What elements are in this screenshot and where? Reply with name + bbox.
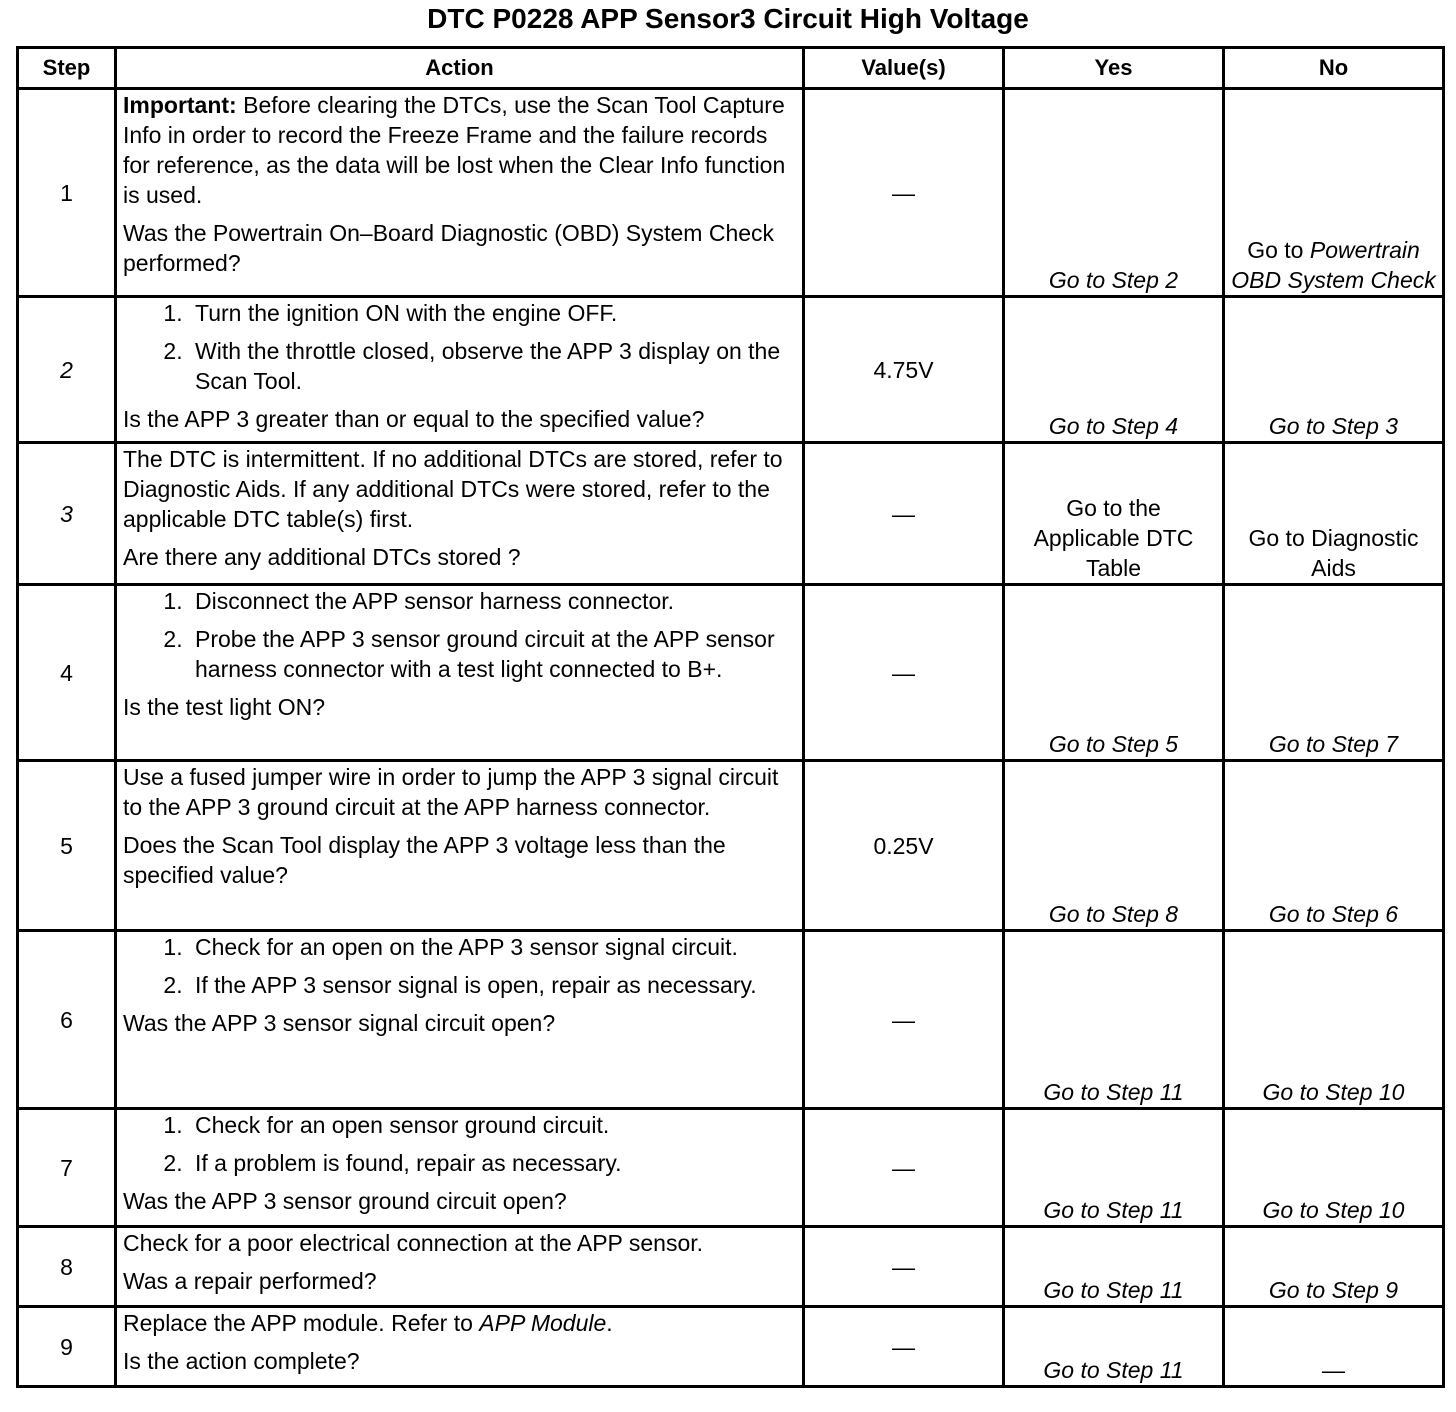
action-question: Was a repair performed? <box>123 1268 377 1294</box>
value-cell: — <box>804 1109 1004 1227</box>
table-row <box>18 1227 1444 1307</box>
action-question: Does the Scan Tool display the APP 3 voltage less than the specified value? <box>123 832 726 888</box>
no-link[interactable]: Go to Step 10 <box>1224 1109 1444 1227</box>
action-text: Check for a poor electrical connection at the APP sensor. <box>123 1230 704 1256</box>
action-text-suffix: . <box>606 1310 613 1336</box>
table-row <box>18 931 1444 1109</box>
step-number: 3 <box>18 443 116 585</box>
action-question: Was the APP 3 sensor signal circuit open? <box>123 1010 556 1036</box>
yes-link[interactable]: Go to Step 11 <box>1004 1227 1224 1307</box>
yes-link[interactable]: Go to Step 11 <box>1004 931 1224 1109</box>
no-link[interactable]: Go to Step 6 <box>1224 761 1444 931</box>
action-cell <box>116 1227 804 1307</box>
action-step-item: 1. Turn the ignition ON with the engine OFF. <box>189 298 796 328</box>
header-yes: Yes <box>1004 48 1224 89</box>
table-row <box>18 1307 1444 1387</box>
table-row <box>18 761 1444 931</box>
value-cell: 4.75V <box>804 297 1004 443</box>
no-link[interactable]: Go to Step 3 <box>1224 297 1444 443</box>
action-cell <box>116 1109 804 1227</box>
action-question: Is the action complete? <box>123 1348 360 1374</box>
action-steps <box>123 298 796 396</box>
action-cell <box>116 585 804 761</box>
action-steps <box>123 586 796 684</box>
page-title: DTC P0228 APP Sensor3 Circuit High Voltage <box>427 3 1029 34</box>
yes-link[interactable]: Go to Step 4 <box>1004 297 1224 443</box>
action-text-prefix: Replace the APP module. Refer to <box>123 1310 480 1336</box>
step-number: 5 <box>18 761 116 931</box>
value-cell: — <box>804 89 1004 297</box>
no-link[interactable]: Go to Step 9 <box>1224 1227 1444 1307</box>
yes-link[interactable]: Go to the Applicable DTC Table <box>1004 443 1224 585</box>
action-cell <box>116 1307 804 1387</box>
important-note <box>123 90 796 210</box>
action-step-item: 2. If a problem is found, repair as necessary. <box>189 1148 796 1178</box>
step-number: 7 <box>18 1109 116 1227</box>
action-text: The DTC is intermittent. If no additional DTCs are stored, refer to Diagnostic Aids. If any additional DTCs were stored, refer to the applicable DTC table(s) first. <box>123 446 783 532</box>
action-question: Was the APP 3 sensor ground circuit open? <box>123 1188 567 1214</box>
action-text: Use a fused jumper wire in order to jump the APP 3 signal circuit to the APP 3 ground circuit at the APP harness connector. <box>123 764 779 820</box>
value-cell: — <box>804 585 1004 761</box>
step-number: 9 <box>18 1307 116 1387</box>
important-label: Important: <box>123 92 237 118</box>
no-link-prefix: Go to <box>1247 237 1310 263</box>
value-cell: 0.25V <box>804 761 1004 931</box>
table-row <box>18 443 1444 585</box>
yes-link[interactable]: Go to Step 11 <box>1004 1307 1224 1387</box>
action-question: Are there any additional DTCs stored ? <box>123 544 521 570</box>
action-step-item: 2. Probe the APP 3 sensor ground circuit at the APP sensor harness connector with a test light connected to B+. <box>189 624 796 684</box>
yes-link[interactable]: Go to Step 8 <box>1004 761 1224 931</box>
action-step-item: 1. Check for an open sensor ground circuit. <box>189 1110 796 1140</box>
header-no: No <box>1224 48 1444 89</box>
no-link[interactable]: Go to Step 10 <box>1224 931 1444 1109</box>
table-row <box>18 585 1444 761</box>
diagnostic-table <box>16 46 1445 1388</box>
value-cell: — <box>804 443 1004 585</box>
action-step-item: 2. With the throttle closed, observe the APP 3 display on the Scan Tool. <box>189 336 796 396</box>
value-cell: — <box>804 1307 1004 1387</box>
step-number: 8 <box>18 1227 116 1307</box>
value-cell: — <box>804 1227 1004 1307</box>
action-cell <box>116 931 804 1109</box>
action-step-item: 1. Check for an open on the APP 3 sensor signal circuit. <box>189 932 796 962</box>
action-step-item: 1. Disconnect the APP sensor harness connector. <box>189 586 796 616</box>
no-link[interactable]: Go to Step 7 <box>1224 585 1444 761</box>
no-value: — <box>1224 1307 1444 1387</box>
action-question: Was the Powertrain On–Board Diagnostic (OBD) System Check performed? <box>123 220 775 276</box>
action-cell <box>116 297 804 443</box>
yes-link[interactable]: Go to Step 11 <box>1004 1109 1224 1227</box>
header-row <box>18 48 1444 89</box>
header-action: Action <box>116 48 804 89</box>
header-values: Value(s) <box>804 48 1004 89</box>
action-cell <box>116 443 804 585</box>
step-number: 6 <box>18 931 116 1109</box>
action-step-item: 2. If the APP 3 sensor signal is open, repair as necessary. <box>189 970 796 1000</box>
yes-link[interactable]: Go to Step 5 <box>1004 585 1224 761</box>
no-link-target: Powertrain OBD System Check <box>1231 237 1436 293</box>
action-steps <box>123 932 796 1000</box>
app-module-link[interactable]: APP Module <box>479 1310 607 1336</box>
table-row <box>18 297 1444 443</box>
table-row <box>18 89 1444 297</box>
action-cell <box>116 89 804 297</box>
no-link[interactable]: Go to Diagnostic Aids <box>1224 443 1444 585</box>
important-text: Before clearing the DTCs, use the Scan Tool Capture Info in order to record the Freeze Frame and the failure records for reference, as the data will be lost when the Clear Info function is used. <box>123 92 786 208</box>
action-text <box>123 1308 796 1338</box>
table-row <box>18 1109 1444 1227</box>
step-number: 1 <box>18 89 116 297</box>
action-steps <box>123 1110 796 1178</box>
step-number: 4 <box>18 585 116 761</box>
step-number: 2 <box>18 297 116 443</box>
yes-link[interactable]: Go to Step 2 <box>1004 89 1224 297</box>
header-step: Step <box>18 48 116 89</box>
action-cell <box>116 761 804 931</box>
no-link[interactable] <box>1224 89 1444 297</box>
action-question: Is the APP 3 greater than or equal to the specified value? <box>123 406 705 432</box>
action-question: Is the test light ON? <box>123 694 325 720</box>
value-cell: — <box>804 931 1004 1109</box>
